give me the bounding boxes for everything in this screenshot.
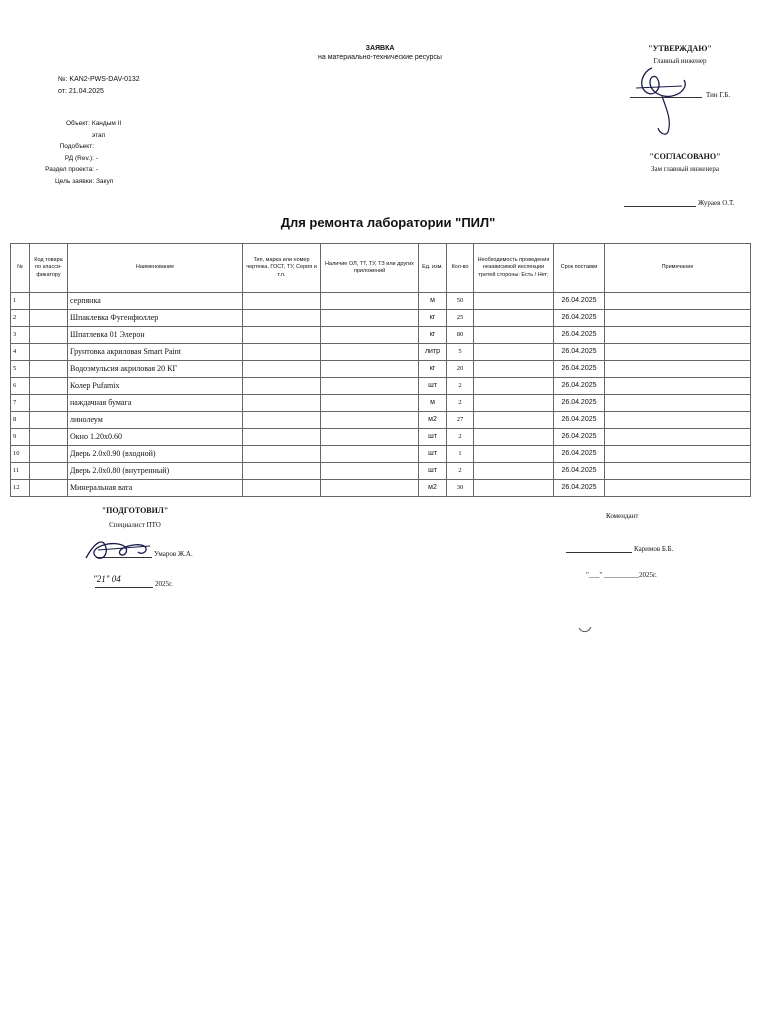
table-row [11, 395, 751, 412]
cell-insp [474, 327, 554, 344]
cell-type [243, 361, 321, 378]
cell-note [605, 344, 751, 361]
cell-insp [474, 361, 554, 378]
approve-signature-icon [632, 58, 702, 138]
cell-docs [321, 378, 419, 395]
cell-qty: 2 [447, 395, 474, 412]
cell-code [30, 446, 68, 463]
cell-docs [321, 463, 419, 480]
mark-icon [578, 626, 592, 634]
cell-name: Дверь 2.0х0.80 (внутренный) [68, 463, 243, 480]
prepared-heading: "ПОДГОТОВИЛ" [101, 506, 169, 515]
prepared-name: Умаров Ж.А. [154, 550, 193, 558]
cell-unit: шт [419, 378, 447, 395]
table-row [11, 463, 751, 480]
cell-type [243, 446, 321, 463]
cell-qty: 27 [447, 412, 474, 429]
cell-docs [321, 327, 419, 344]
table-row [11, 310, 751, 327]
cell-docs [321, 446, 419, 463]
cell-code [30, 344, 68, 361]
cell-type [243, 293, 321, 310]
cell-note [605, 293, 751, 310]
cell-docs [321, 395, 419, 412]
cell-note [605, 463, 751, 480]
cell-n: 2 [11, 310, 30, 327]
cell-unit: кг [419, 327, 447, 344]
cell-name: наждачная бумага [68, 395, 243, 412]
cell-docs [321, 361, 419, 378]
cell-docs [321, 429, 419, 446]
cell-docs [321, 412, 419, 429]
cell-type [243, 310, 321, 327]
cell-unit: шт [419, 446, 447, 463]
cell-name: Минеральная вата [68, 480, 243, 497]
table-header-row [11, 244, 751, 293]
cell-n: 5 [11, 361, 30, 378]
cell-insp [474, 378, 554, 395]
cell-name: Окно 1.20х0.60 [68, 429, 243, 446]
cell-n: 9 [11, 429, 30, 446]
cell-unit: м2 [419, 480, 447, 497]
table-row [11, 412, 751, 429]
cell-qty: 2 [447, 463, 474, 480]
prepared-role: Специалист ПТО [109, 521, 161, 529]
cell-n: 6 [11, 378, 30, 395]
cell-unit: кг [419, 310, 447, 327]
table-row [11, 293, 751, 310]
cell-n: 1 [11, 293, 30, 310]
cell-type [243, 344, 321, 361]
meta-label: Цель заявки: [54, 177, 94, 185]
materials-table [10, 243, 751, 497]
prepared-signature-icon [84, 536, 156, 564]
cell-unit: шт [419, 429, 447, 446]
cell-unit: м2 [419, 412, 447, 429]
document-title-block [300, 44, 460, 62]
meta-row [14, 164, 134, 176]
cell-code [30, 412, 68, 429]
cell-qty: 25 [447, 310, 474, 327]
cell-date: 26.04.2025 [554, 446, 605, 463]
cell-docs [321, 480, 419, 497]
table-row [11, 480, 751, 497]
cell-n: 4 [11, 344, 30, 361]
cell-n: 11 [11, 463, 30, 480]
table-row [11, 327, 751, 344]
cell-n: 7 [11, 395, 30, 412]
approve-heading: "УТВЕРЖДАЮ" [648, 44, 712, 53]
cell-insp [474, 344, 554, 361]
cell-docs [321, 310, 419, 327]
cell-qty: 2 [447, 378, 474, 395]
table-row [11, 344, 751, 361]
cell-code [30, 310, 68, 327]
cell-n: 8 [11, 412, 30, 429]
table-row [11, 429, 751, 446]
meta-value: Закуп [96, 177, 114, 185]
cell-name: Шпаклевка Фугенфюллер [68, 310, 243, 327]
table-row [11, 378, 751, 395]
cell-name: линолеум [68, 412, 243, 429]
table-row [11, 361, 751, 378]
column-header: Срок поставки [554, 244, 605, 293]
approve-name: Тин Г.Б. [706, 91, 731, 99]
cell-name: серпянка [68, 293, 243, 310]
cell-type [243, 429, 321, 446]
cell-note [605, 480, 751, 497]
commandant-name: Каримов Б.Б. [634, 545, 674, 553]
approve-role: Главный инженер [653, 57, 707, 65]
cell-n: 10 [11, 446, 30, 463]
cell-name: Шпатлевка 01 Элерон [68, 327, 243, 344]
request-number-block [58, 74, 140, 98]
column-header: Ед. изм. [419, 244, 447, 293]
cell-qty: 2 [447, 429, 474, 446]
meta-value: - [96, 154, 99, 162]
meta-value: Кандым II этап [91, 120, 122, 139]
meta-label: Подобъект: [59, 143, 94, 150]
meta-label: Раздел проекта: [45, 166, 94, 173]
cell-code [30, 480, 68, 497]
cell-insp [474, 480, 554, 497]
cell-note [605, 327, 751, 344]
meta-value: - [96, 166, 99, 173]
meta-block [14, 118, 134, 187]
cell-type [243, 463, 321, 480]
cell-date: 26.04.2025 [554, 293, 605, 310]
cell-n: 3 [11, 327, 30, 344]
cell-note [605, 310, 751, 327]
cell-insp [474, 429, 554, 446]
cell-date: 26.04.2025 [554, 480, 605, 497]
cell-code [30, 429, 68, 446]
cell-note [605, 446, 751, 463]
table-row [11, 446, 751, 463]
cell-qty: 20 [447, 361, 474, 378]
agree-heading: "СОГЛАСОВАНО" [649, 152, 721, 161]
cell-qty: 50 [447, 293, 474, 310]
meta-label: РД (Rev.): [64, 154, 94, 162]
commandant-role: Комендант [606, 512, 639, 520]
cell-qty: 30 [447, 480, 474, 497]
column-header: Тип, марка или номер чертежа, ГОСТ, ТУ, Серия и т.п. [243, 244, 321, 293]
cell-type [243, 378, 321, 395]
cell-code [30, 361, 68, 378]
column-header: Наименование [68, 244, 243, 293]
table-body [11, 293, 751, 497]
cell-note [605, 378, 751, 395]
prepared-date-line [95, 587, 153, 588]
cell-insp [474, 446, 554, 463]
meta-row [14, 141, 134, 153]
cell-insp [474, 412, 554, 429]
prepared-year: 2025г. [155, 580, 173, 588]
cell-code [30, 293, 68, 310]
cell-date: 26.04.2025 [554, 378, 605, 395]
commandant-date: "___" __________2025г. [586, 571, 657, 579]
cell-unit: кг [419, 361, 447, 378]
cell-note [605, 412, 751, 429]
meta-label: Объект: [65, 120, 90, 127]
cell-note [605, 429, 751, 446]
cell-qty: 5 [447, 344, 474, 361]
cell-insp [474, 310, 554, 327]
cell-type [243, 480, 321, 497]
prepared-block [90, 506, 180, 529]
cell-date: 26.04.2025 [554, 429, 605, 446]
cell-name: Колер Pufamix [68, 378, 243, 395]
column-header: Примечание [605, 244, 751, 293]
cell-docs [321, 344, 419, 361]
commandant-signature-line [566, 552, 632, 553]
agree-signature-line [624, 206, 696, 207]
cell-insp [474, 395, 554, 412]
cell-name: Дверь 2.0х0.90 (входной) [68, 446, 243, 463]
cell-date: 26.04.2025 [554, 463, 605, 480]
cell-unit: литр [419, 344, 447, 361]
cell-code [30, 463, 68, 480]
prepared-handwritten-date: "21" 04 [93, 574, 121, 584]
cell-unit: шт [419, 463, 447, 480]
cell-date: 26.04.2025 [554, 344, 605, 361]
document-subtitle: на материально-технические ресурсы [318, 54, 442, 61]
cell-unit: м [419, 395, 447, 412]
cell-qty: 1 [447, 446, 474, 463]
cell-date: 26.04.2025 [554, 327, 605, 344]
cell-code [30, 327, 68, 344]
cell-date: 26.04.2025 [554, 310, 605, 327]
meta-row [14, 176, 134, 188]
meta-row [14, 118, 134, 141]
column-header: Необходимость проведения независимой инспекции третей стороны: Есть / Нет; [474, 244, 554, 293]
cell-type [243, 395, 321, 412]
request-number: №: KAN2-PWS-DAV-0132 [58, 76, 140, 83]
cell-note [605, 395, 751, 412]
cell-code [30, 395, 68, 412]
request-date: от: 21.04.2025 [58, 88, 104, 95]
column-header: Наличие ОЛ, ТТ, ТУ, ТЗ или других приложений [321, 244, 419, 293]
cell-date: 26.04.2025 [554, 412, 605, 429]
agree-name: Жураев О.Т. [698, 199, 735, 207]
cell-type [243, 327, 321, 344]
cell-code [30, 378, 68, 395]
document-type: ЗАЯВКА [365, 45, 395, 52]
cell-n: 12 [11, 480, 30, 497]
cell-unit: м [419, 293, 447, 310]
cell-insp [474, 463, 554, 480]
column-header: Код товара по класси-фикатору [30, 244, 68, 293]
column-header: № [11, 244, 30, 293]
cell-note [605, 361, 751, 378]
cell-name: Водоэмульсия акриловая 20 КГ [68, 361, 243, 378]
cell-date: 26.04.2025 [554, 395, 605, 412]
cell-date: 26.04.2025 [554, 361, 605, 378]
cell-insp [474, 293, 554, 310]
column-header: Кол-во [447, 244, 474, 293]
cell-type [243, 412, 321, 429]
agree-block [630, 152, 740, 173]
cell-docs [321, 293, 419, 310]
agree-role: Зам главный инженера [651, 165, 719, 173]
page-title: Для ремонта лаборатории "ПИЛ" [280, 215, 496, 230]
cell-name: Грунтовка акриловая Smart Paint [68, 344, 243, 361]
cell-qty: 80 [447, 327, 474, 344]
meta-row [14, 153, 134, 165]
